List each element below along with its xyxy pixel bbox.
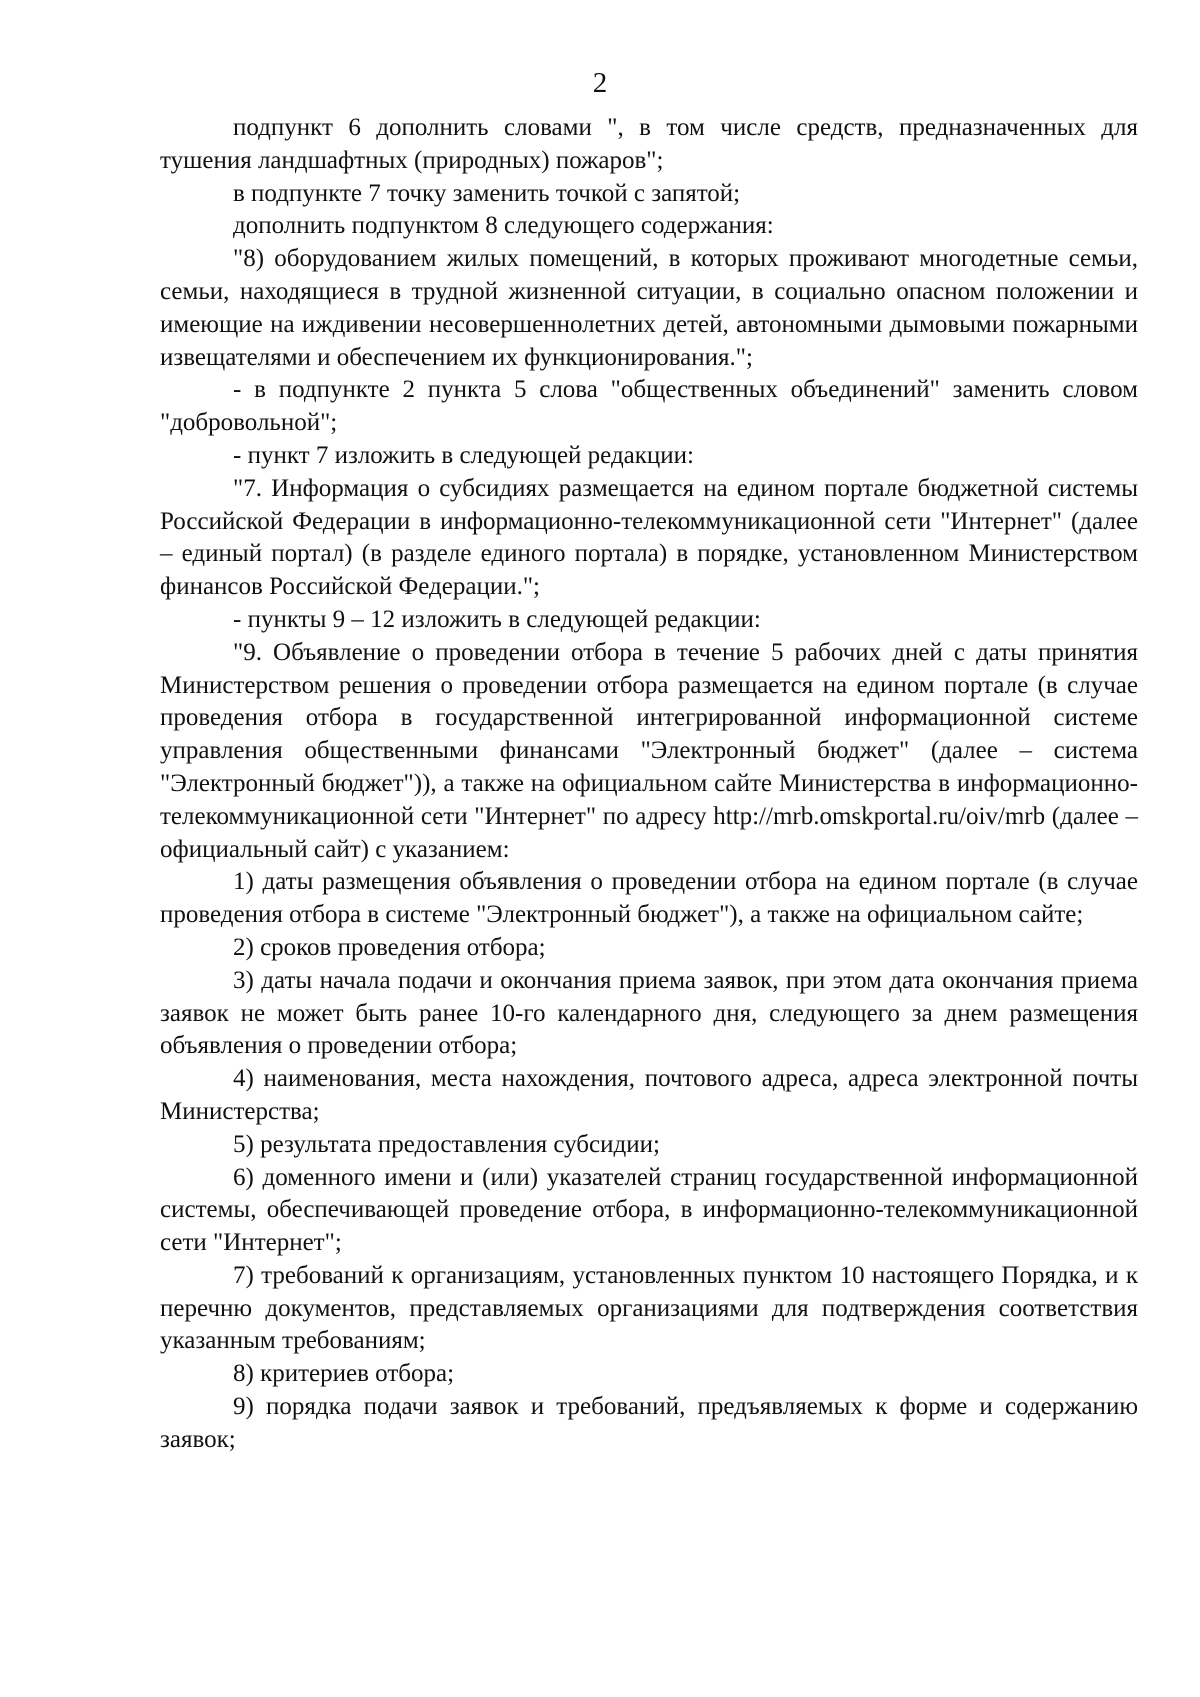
paragraph: - в подпункте 2 пункта 5 слова "общественных объединений" заменить словом "добровольной"; [160, 376, 1138, 437]
page-number: 2 [592, 67, 608, 99]
paragraph: в подпункте 7 точку заменить точкой с запятой; [233, 179, 741, 207]
paragraph: 1) даты размещения объявления о проведении отбора на едином портале (в случае проведения отбора в системе "Электронный бюджет"), а также на официальном сайте; [160, 868, 1138, 929]
paragraph: 8) критериев отбора; [233, 1360, 455, 1388]
paragraph: "7. Информация о субсидиях размещается на едином портале бюджетной системы Российской Федерации в информационно-телекоммуникационной сети "Интернет" (далее – единый портал) (в разделе единого портала) в порядке, установленном Министерством финансов Российской Федерации."; [160, 474, 1138, 601]
paragraph: - пункт 7 изложить в следующей редакции: [233, 441, 694, 469]
paragraph: 7) требований к организациям, установленных пунктом 10 настоящего Порядка, и к перечню документов, представляемых организациями для подтверждения соответствия указанным требованиям; [160, 1261, 1138, 1355]
paragraph: 4) наименования, места нахождения, почтового адреса, адреса электронной почты Министерства; [160, 1065, 1138, 1125]
document-body [160, 112, 1138, 1457]
paragraph: 3) даты начала подачи и окончания приема заявок, при этом дата окончания приема заявок не может быть ранее 10-го календарного дня, следующего за днем размещения объявления о проведении отбора; [160, 966, 1138, 1060]
paragraph: - пункты 9 – 12 изложить в следующей редакции: [233, 605, 761, 633]
paragraph: "9. Объявление о проведении отбора в течение 5 рабочих дней с даты принятия Министерством решения о проведении отбора размещается на едином портале (в случае проведения отбора в государственной интегрированной информационной системе управления общественными финансами "Электронный бюджет" (далее – система "Электронный бюджет")), а также на официальном сайте Министерства в информационно-телекоммуникационной сети "Интернет" по адресу http://mrb.omskportal.ru/oiv/mrb (далее – официальный сайт) с указанием: [160, 638, 1138, 863]
paragraph: 5) результата предоставления субсидии; [233, 1130, 660, 1158]
paragraph: 6) доменного имени и (или) указателей страниц государственной информационной системы, обеспечивающей проведение отбора, в информационно-телекоммуникационной сети "Интернет"; [160, 1163, 1138, 1257]
paragraph: дополнить подпунктом 8 следующего содержания: [233, 212, 774, 240]
paragraph: 9) порядка подачи заявок и требований, предъявляемых к форме и содержанию заявок; [160, 1393, 1138, 1453]
paragraph: 2) сроков проведения отбора; [233, 933, 546, 961]
paragraph: подпункт 6 дополнить словами ", в том числе средств, предназначенных для тушения ландшафтных (природных) пожаров"; [160, 114, 1138, 174]
paragraph: "8) оборудованием жилых помещений, в которых проживают многодетные семьи, семьи, находящиеся в трудной жизненной ситуации, в социально опасном положении и имеющие на иждивении несовершеннолетних детей, автономными дымовыми пожарными извещателями и обеспечением их функционирования."; [160, 245, 1138, 371]
